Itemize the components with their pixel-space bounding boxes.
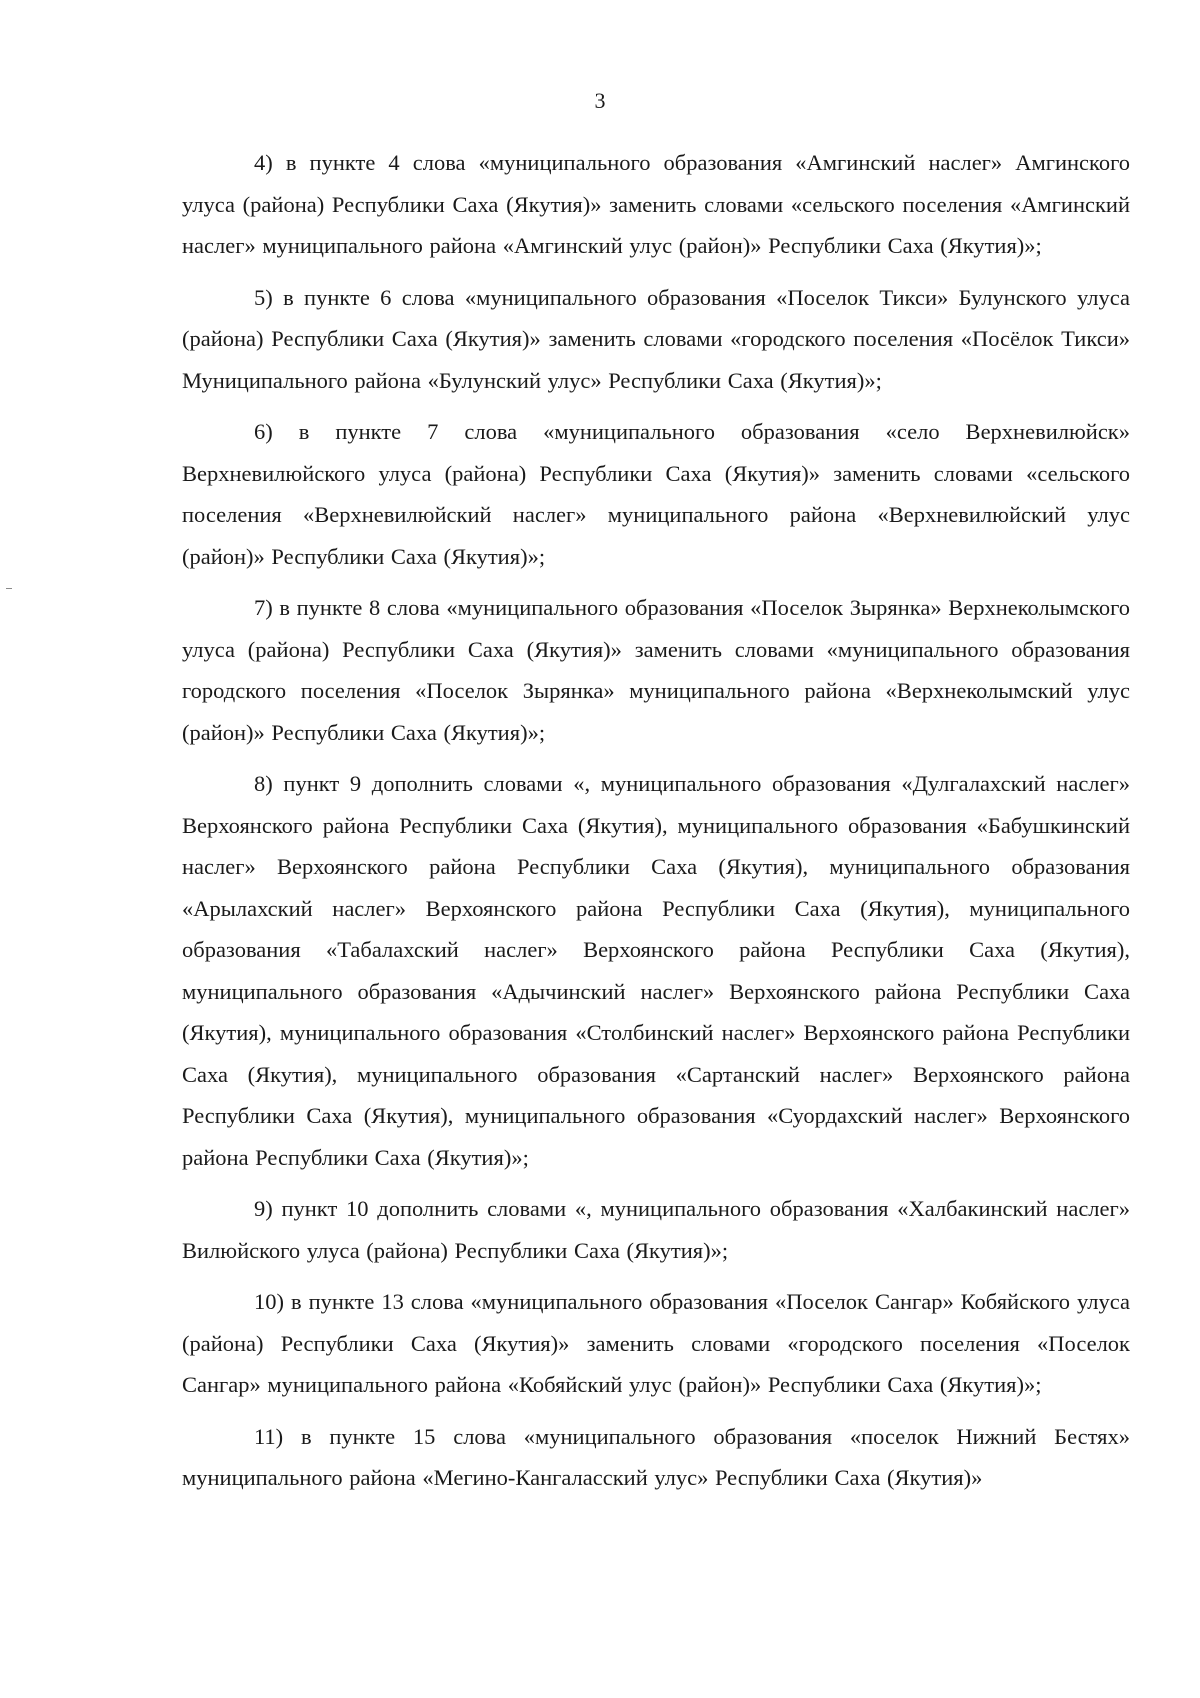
page-number: 3 bbox=[594, 88, 606, 113]
paragraph-item-7: 7) в пункте 8 слова «муниципального образования «Поселок Зырянка» Верхнеколымского улуса (района) Республики Саха (Якутия)» заменить словами «муниципального образования городского поселения «Поселок Зырянка» муниципального района «Верхнеколымский улус (район)» Республики Саха (Якутия)»; bbox=[182, 595, 1130, 745]
margin-mark bbox=[6, 588, 12, 589]
paragraph-item-5: 5) в пункте 6 слова «муниципального образования «Поселок Тикси» Булунского улуса (района) Республики Саха (Якутия)» заменить словами «городского поселения «Посёлок Тикси» Муниципального района «Булунский улус» Республики Саха (Якутия)»; bbox=[182, 284, 1130, 393]
paragraph-item-10: 10) в пункте 13 слова «муниципального образования «Поселок Сангар» Кобяйского улуса (района) Республики Саха (Якутия)» заменить словами «городского поселения «Поселок Сангар» муниципального района «Кобяйский улус (район)» Республики Саха (Якутия)»; bbox=[182, 1289, 1130, 1397]
paragraph-item-4: 4) в пункте 4 слова «муниципального образования «Амгинский наслег» Амгинского улуса (района) Республики Саха (Якутия)» заменить словами «сельского поселения «Амгинский наслег» муниципального района «Амгинский улус (район)» Республики Саха (Якутия)»; bbox=[182, 150, 1130, 258]
paragraph-item-6: 6) в пункте 7 слова «муниципального образования «село Верхневилюйск» Верхневилюйского улуса (района) Республики Саха (Якутия)» заменить словами «сельского поселения «Верхневилюйский наслег» муниципального района «Верхневилюйский улус (район)» Республики Саха (Якутия)»; bbox=[182, 419, 1130, 569]
paragraph-item-11: 11) в пункте 15 слова «муниципального образования «поселок Нижний Бестях» муниципального района «Мегино-Кангаласский улус» Республики Саха (Якутия)» bbox=[182, 1423, 1130, 1490]
paragraph-item-9: 9) пункт 10 дополнить словами «, муниципального образования «Халбакинский наслег» Вилюйского улуса (района) Республики Саха (Якутия)»; bbox=[182, 1196, 1130, 1263]
document-body bbox=[182, 142, 1130, 1509]
paragraph-item-8: 8) пункт 9 дополнить словами «, муниципального образования «Дулгалахский наслег» Верхоянского района Республики Саха (Якутия), муниципального образования «Бабушкинский наслег» Верхоянского района Республики Саха (Якутия), муниципального образования «Арылахский наслег» Верхоянского района Республики Саха (Якутия), муниципального образования «Табалахский наслег» Верхоянского района Республики Саха (Якутия), муниципального образования «Адычинский наслег» Верхоянского района Республики Саха (Якутия), муниципального образования «Столбинский наслег» Верхоянского района Республики Саха (Якутия), муниципального образования «Сартанский наслег» Верхоянского района Республики Саха (Якутия), муниципального образования «Суордахский наслег» Верхоянского района Республики Саха (Якутия)»; bbox=[182, 771, 1130, 1170]
